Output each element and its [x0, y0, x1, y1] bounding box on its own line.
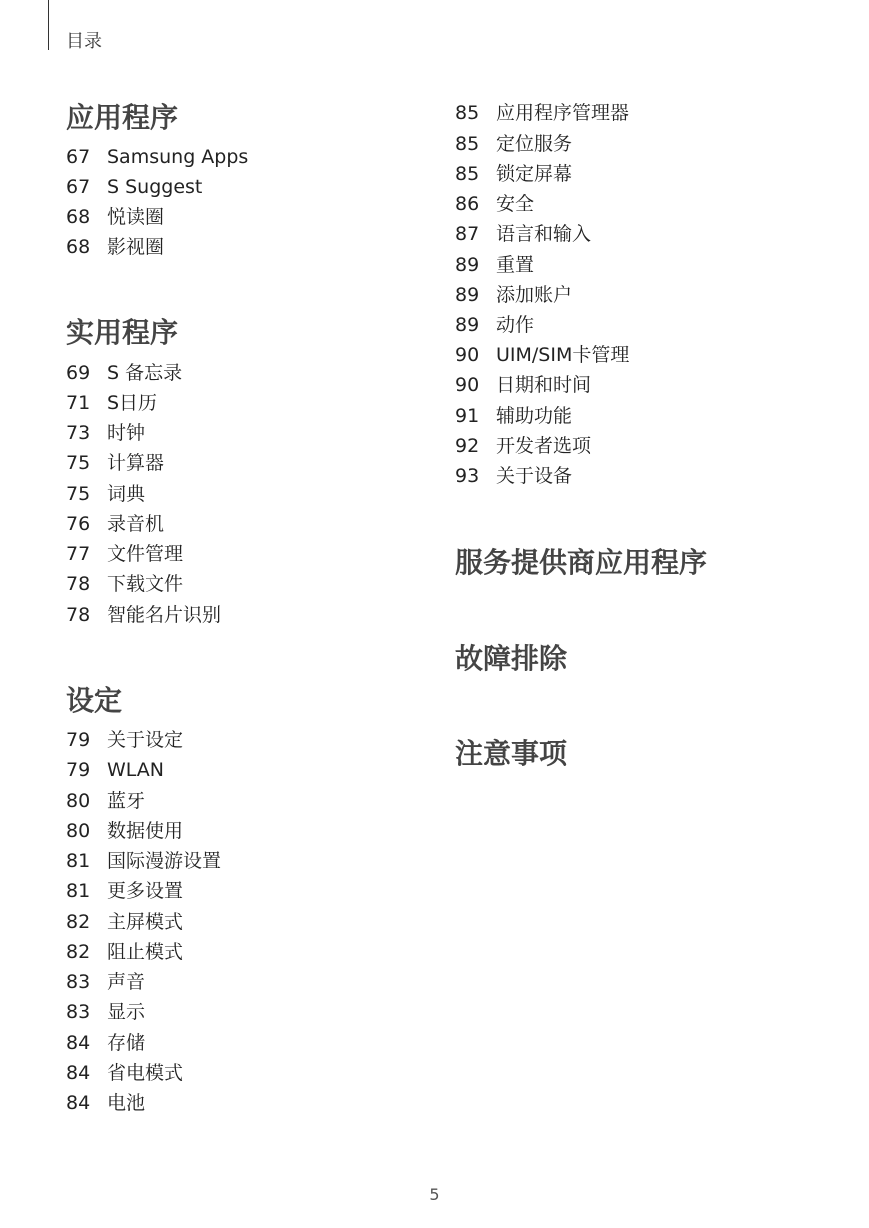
toc-entry-label: 录音机: [107, 513, 165, 535]
page-number: 5: [429, 1185, 440, 1204]
toc-page-number: 89: [455, 314, 480, 336]
section-title-apps[interactable]: 应用程序: [66, 101, 179, 134]
toc-page-number: 89: [455, 284, 480, 306]
toc-entry-label: 动作: [496, 314, 535, 336]
toc-entry-label: 声音: [107, 971, 146, 993]
section-title-provider-apps[interactable]: 服务提供商应用程序: [455, 546, 708, 579]
toc-entry-label: 显示: [107, 1001, 146, 1023]
toc-page-number: 68: [66, 206, 91, 228]
toc-page-number: 78: [66, 573, 91, 595]
toc-entry[interactable]: [66, 232, 164, 262]
toc-page-number: 83: [66, 971, 91, 993]
toc-entry[interactable]: [455, 159, 572, 189]
toc-entry-label: 电池: [107, 1092, 146, 1114]
toc-page-number: 78: [66, 604, 91, 626]
toc-entry-label: 时钟: [107, 422, 146, 444]
toc-entry[interactable]: [455, 401, 572, 431]
toc-page-number: 85: [455, 102, 480, 124]
toc-page-number: 76: [66, 513, 91, 535]
toc-page-number: 85: [455, 133, 480, 155]
section-title-precautions[interactable]: 注意事项: [455, 737, 568, 770]
toc-entry-label: WLAN: [107, 759, 165, 781]
toc-page-number: 77: [66, 543, 91, 565]
toc-page-number: 79: [66, 729, 91, 751]
toc-page-number: 92: [455, 435, 480, 457]
toc-entry[interactable]: [455, 189, 534, 219]
toc-entry-label: 安全: [496, 193, 535, 215]
toc-entry-label: S 备忘录: [107, 362, 183, 384]
toc-entry-label: 国际漫游设置: [107, 850, 222, 872]
toc-entry[interactable]: [455, 370, 591, 400]
toc-page-number: 68: [66, 236, 91, 258]
toc-entry[interactable]: [66, 967, 145, 997]
toc-entry[interactable]: [66, 786, 145, 816]
toc-entry-label: 语言和输入: [496, 223, 592, 245]
toc-entry[interactable]: [455, 219, 591, 249]
toc-entry[interactable]: [66, 1058, 183, 1088]
toc-entry-label: S日历: [107, 392, 158, 414]
toc-page-number: 81: [66, 850, 91, 872]
header-divider: [48, 0, 49, 50]
toc-entry[interactable]: [66, 937, 183, 967]
toc-page-number: 83: [66, 1001, 91, 1023]
toc-page-number: 67: [66, 146, 91, 168]
toc-entry-label: 应用程序管理器: [496, 102, 630, 124]
toc-entry[interactable]: [66, 725, 183, 755]
toc-entry[interactable]: [455, 340, 629, 370]
toc-entry[interactable]: [455, 250, 534, 280]
toc-entry-label: 主屏模式: [107, 911, 184, 933]
toc-entry-label: 添加账户: [496, 284, 573, 306]
toc-page-number: 84: [66, 1092, 91, 1114]
toc-page-number: 87: [455, 223, 480, 245]
toc-entry[interactable]: [66, 388, 157, 418]
toc-entry-label: 阻止模式: [107, 941, 184, 963]
toc-page-number: 81: [66, 880, 91, 902]
toc-entry-label: 省电模式: [107, 1062, 184, 1084]
toc-page-number: 67: [66, 176, 91, 198]
toc-entry[interactable]: [66, 907, 183, 937]
toc-page-number: 75: [66, 452, 91, 474]
toc-entry[interactable]: [455, 129, 572, 159]
section-title-troubleshooting[interactable]: 故障排除: [455, 642, 568, 675]
toc-entry[interactable]: [66, 755, 164, 785]
toc-entry-label: 重置: [496, 254, 535, 276]
toc-entry-label: 锁定屏幕: [496, 163, 573, 185]
section-title-utilities[interactable]: 实用程序: [66, 316, 179, 349]
toc-entry[interactable]: [66, 172, 202, 202]
toc-entry-label: S Suggest: [107, 176, 203, 198]
toc-entry-label: 更多设置: [107, 880, 184, 902]
toc-entry[interactable]: [66, 358, 182, 388]
toc-page-number: 91: [455, 405, 480, 427]
toc-entry-label: 计算器: [107, 452, 165, 474]
toc-entry[interactable]: [66, 448, 164, 478]
toc-page-number: 79: [66, 759, 91, 781]
toc-entry-label: 词典: [107, 483, 146, 505]
toc-page-number: 71: [66, 392, 91, 414]
toc-entry[interactable]: [66, 569, 183, 599]
toc-entry[interactable]: [66, 997, 145, 1027]
toc-entry[interactable]: [455, 280, 572, 310]
section-title-settings[interactable]: 设定: [66, 684, 123, 717]
toc-entry[interactable]: [66, 600, 221, 630]
toc-entry-label: 蓝牙: [107, 790, 146, 812]
toc-entry[interactable]: [66, 418, 145, 448]
toc-page-number: 75: [66, 483, 91, 505]
toc-entry[interactable]: [66, 202, 164, 232]
toc-entry[interactable]: [66, 846, 221, 876]
toc-entry[interactable]: [66, 1028, 145, 1058]
toc-entry[interactable]: [455, 98, 629, 128]
header-title: 目录: [66, 31, 102, 52]
toc-entry-label: 关于设备: [496, 465, 573, 487]
toc-page-number: 86: [455, 193, 480, 215]
toc-page-number: 82: [66, 911, 91, 933]
toc-entry-label: 文件管理: [107, 543, 184, 565]
toc-entry-label: 关于设定: [107, 729, 184, 751]
toc-entry-label: 辅助功能: [496, 405, 573, 427]
toc-entry-label: 影视圈: [107, 236, 165, 258]
toc-entry-label: 悦读圈: [107, 206, 165, 228]
toc-entry[interactable]: [66, 142, 248, 172]
toc-entry-label: 日期和时间: [496, 374, 592, 396]
toc-page-number: 84: [66, 1032, 91, 1054]
toc-entry[interactable]: [455, 310, 534, 340]
toc-page-number: 73: [66, 422, 91, 444]
toc-entry[interactable]: [455, 431, 591, 461]
toc-entry-label: UIM/SIM卡管理: [496, 344, 630, 366]
toc-entry[interactable]: [455, 461, 572, 491]
toc-page-number: 90: [455, 344, 480, 366]
toc-entry-label: 存储: [107, 1032, 146, 1054]
toc-entry[interactable]: [66, 509, 164, 539]
toc-page-number: 93: [455, 465, 480, 487]
toc-entry-label: 智能名片识别: [107, 604, 222, 626]
toc-page-number: 80: [66, 820, 91, 842]
toc-entry-label: Samsung Apps: [107, 146, 249, 168]
toc-entry-label: 开发者选项: [496, 435, 592, 457]
toc-page-number: 69: [66, 362, 91, 384]
toc-page-number: 90: [455, 374, 480, 396]
toc-entry-label: 定位服务: [496, 133, 573, 155]
toc-entry[interactable]: [66, 1088, 145, 1118]
toc-entry-label: 数据使用: [107, 820, 184, 842]
toc-entry[interactable]: [66, 479, 145, 509]
toc-page-number: 85: [455, 163, 480, 185]
toc-entry[interactable]: [66, 539, 183, 569]
toc-page-number: 80: [66, 790, 91, 812]
toc-page-number: 84: [66, 1062, 91, 1084]
toc-page-number: 89: [455, 254, 480, 276]
toc-entry-label: 下载文件: [107, 573, 184, 595]
toc-entry[interactable]: [66, 816, 183, 846]
toc-entry[interactable]: [66, 876, 183, 906]
toc-page-number: 82: [66, 941, 91, 963]
